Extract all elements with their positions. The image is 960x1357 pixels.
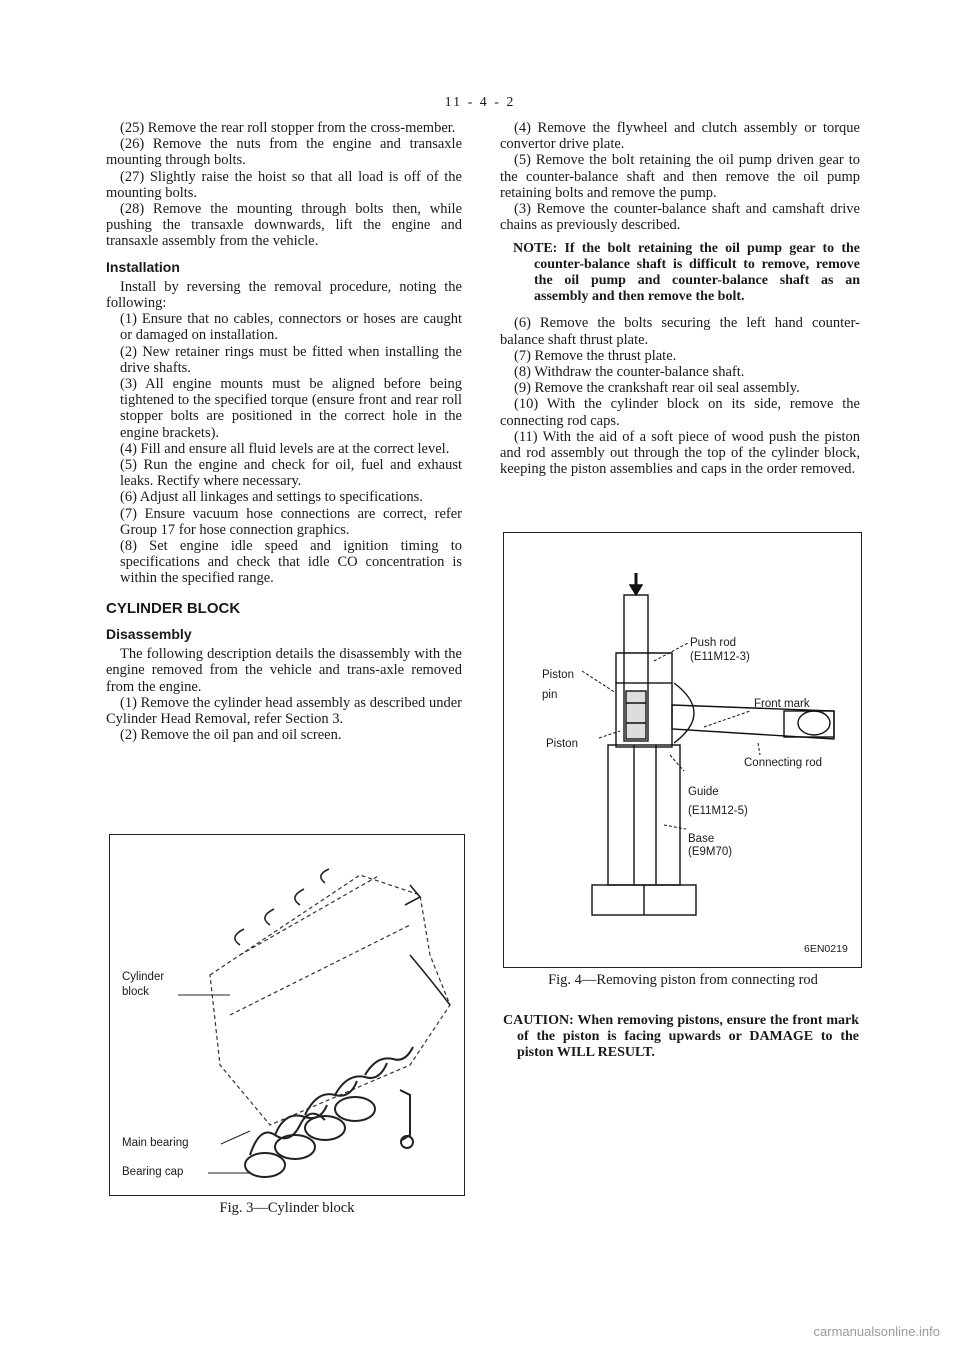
paragraph: The following description details the disassembly with the engine removed from the vehicle and trans-axle removed from the engine. xyxy=(106,646,462,695)
note: NOTE: If the bolt retaining the oil pump gear to the counter-balance shaft is difficult to remove, remove the oil pump and counter-balance shaft as an assembly and then remove the bolt. xyxy=(513,241,860,305)
label-piston: Piston xyxy=(546,738,578,750)
page-number: 11 - 4 - 2 xyxy=(444,95,516,110)
list-item: (1) Ensure that no cables, connectors or hoses are caught or damaged on installation. xyxy=(120,311,462,344)
label-front-mark: Front mark xyxy=(754,698,810,710)
right-column xyxy=(500,120,860,477)
installation-heading: Installation xyxy=(106,258,180,275)
list-item: (1) Remove the cylinder head assembly as described under Cylinder Head Removal, refer Section 3. xyxy=(106,694,462,727)
label-push-rod: Push rod (E11M12-3) xyxy=(690,637,750,663)
list-item: (9) Remove the crankshaft rear oil seal assembly. xyxy=(514,380,800,397)
label-connecting-rod: Connecting rod xyxy=(744,757,822,769)
list-item: (3) Remove the counter-balance shaft and camshaft drive chains as previously described. xyxy=(500,201,860,234)
caution-text: CAUTION: When removing pistons, ensure the front mark of the piston is facing upwards or DAMAGE to the piston WILL RESULT. xyxy=(503,1013,859,1060)
label-main-bearing: Main bearing xyxy=(122,1137,189,1149)
list-item: (2) New retainer rings must be fitted when installing the drive shafts. xyxy=(120,343,462,376)
figure-removing-piston xyxy=(503,532,862,968)
caution-box xyxy=(503,1005,859,1071)
list-item: (8) Withdraw the counter-balance shaft. xyxy=(514,364,745,381)
paragraph: (26) Remove the nuts from the engine and transaxle mounting through bolts. xyxy=(106,136,462,169)
list-item: (3) All engine mounts must be aligned before being tightened to the specified torque (ensure front and rear roll stopper bolts are positioned in the correct hole in the engine brackets). xyxy=(120,376,462,441)
label-piston-pin: Piston pin xyxy=(542,669,574,701)
paragraph: (25) Remove the rear roll stopper from the cross-member. xyxy=(120,120,456,136)
label-base: Base (E9M70) xyxy=(688,833,733,858)
label-bearing-cap: Bearing cap xyxy=(122,1166,184,1178)
figure-caption: Fig. 4—Removing piston from connecting rod xyxy=(548,972,818,988)
piston-press-drawing xyxy=(504,533,861,967)
list-item: (5) Remove the bolt retaining the oil pump driven gear to the counter-balance shaft and then remove the oil pump retaining bolts and remove the pump. xyxy=(500,152,860,201)
label-guide: Guide (E11M12-5) xyxy=(688,786,748,817)
paragraph: (27) Slightly raise the hoist so that all load is off of the mounting bolts. xyxy=(106,168,462,201)
cylinder-block-heading: CYLINDER BLOCK xyxy=(106,599,241,617)
list-item: (4) Remove the flywheel and clutch assembly or torque convertor drive plate. xyxy=(500,120,860,153)
disassembly-heading: Disassembly xyxy=(106,625,192,642)
label-cylinder-block: Cylinder block xyxy=(122,971,165,998)
left-column xyxy=(106,120,462,743)
list-item: (2) Remove the oil pan and oil screen. xyxy=(120,727,342,744)
figure-caption: Fig. 3—Cylinder block xyxy=(219,1200,355,1216)
paragraph: (28) Remove the mounting through bolts then, while pushing the transaxle downwards, lift the engine and transaxle assembly from the vehicle. xyxy=(106,201,462,250)
list-item: (7) Remove the thrust plate. xyxy=(514,347,677,364)
list-item: (5) Run the engine and check for oil, fuel and exhaust leaks. Rectify where necessary. xyxy=(120,457,462,490)
paragraph: Install by reversing the removal procedure, noting the following: xyxy=(106,278,462,312)
list-item: (11) With the aid of a soft piece of wood push the piston and rod assembly out through the top of the cylinder block, keeping the piston assemblies and caps in the order removed. xyxy=(500,428,860,478)
watermark: carmanualsonline.info xyxy=(813,1324,940,1339)
list-item: (7) Ensure vacuum hose connections are correct, refer Group 17 for hose connection graphics. xyxy=(120,505,462,538)
figure-cylinder-block xyxy=(109,834,465,1196)
figure-code: 6EN0219 xyxy=(804,943,848,955)
list-item: (6) Remove the bolts securing the left hand counter-balance shaft thrust plate. xyxy=(500,315,860,348)
list-item: (10) With the cylinder block on its side, remove the connecting rod caps. xyxy=(500,396,860,429)
list-item: (6) Adjust all linkages and settings to specifications. xyxy=(120,489,423,506)
list-item: (8) Set engine idle speed and ignition timing to specifications and check that idle CO concentration is within the specified range. xyxy=(120,538,462,587)
list-item: (4) Fill and ensure all fluid levels are at the correct level. xyxy=(120,440,450,457)
